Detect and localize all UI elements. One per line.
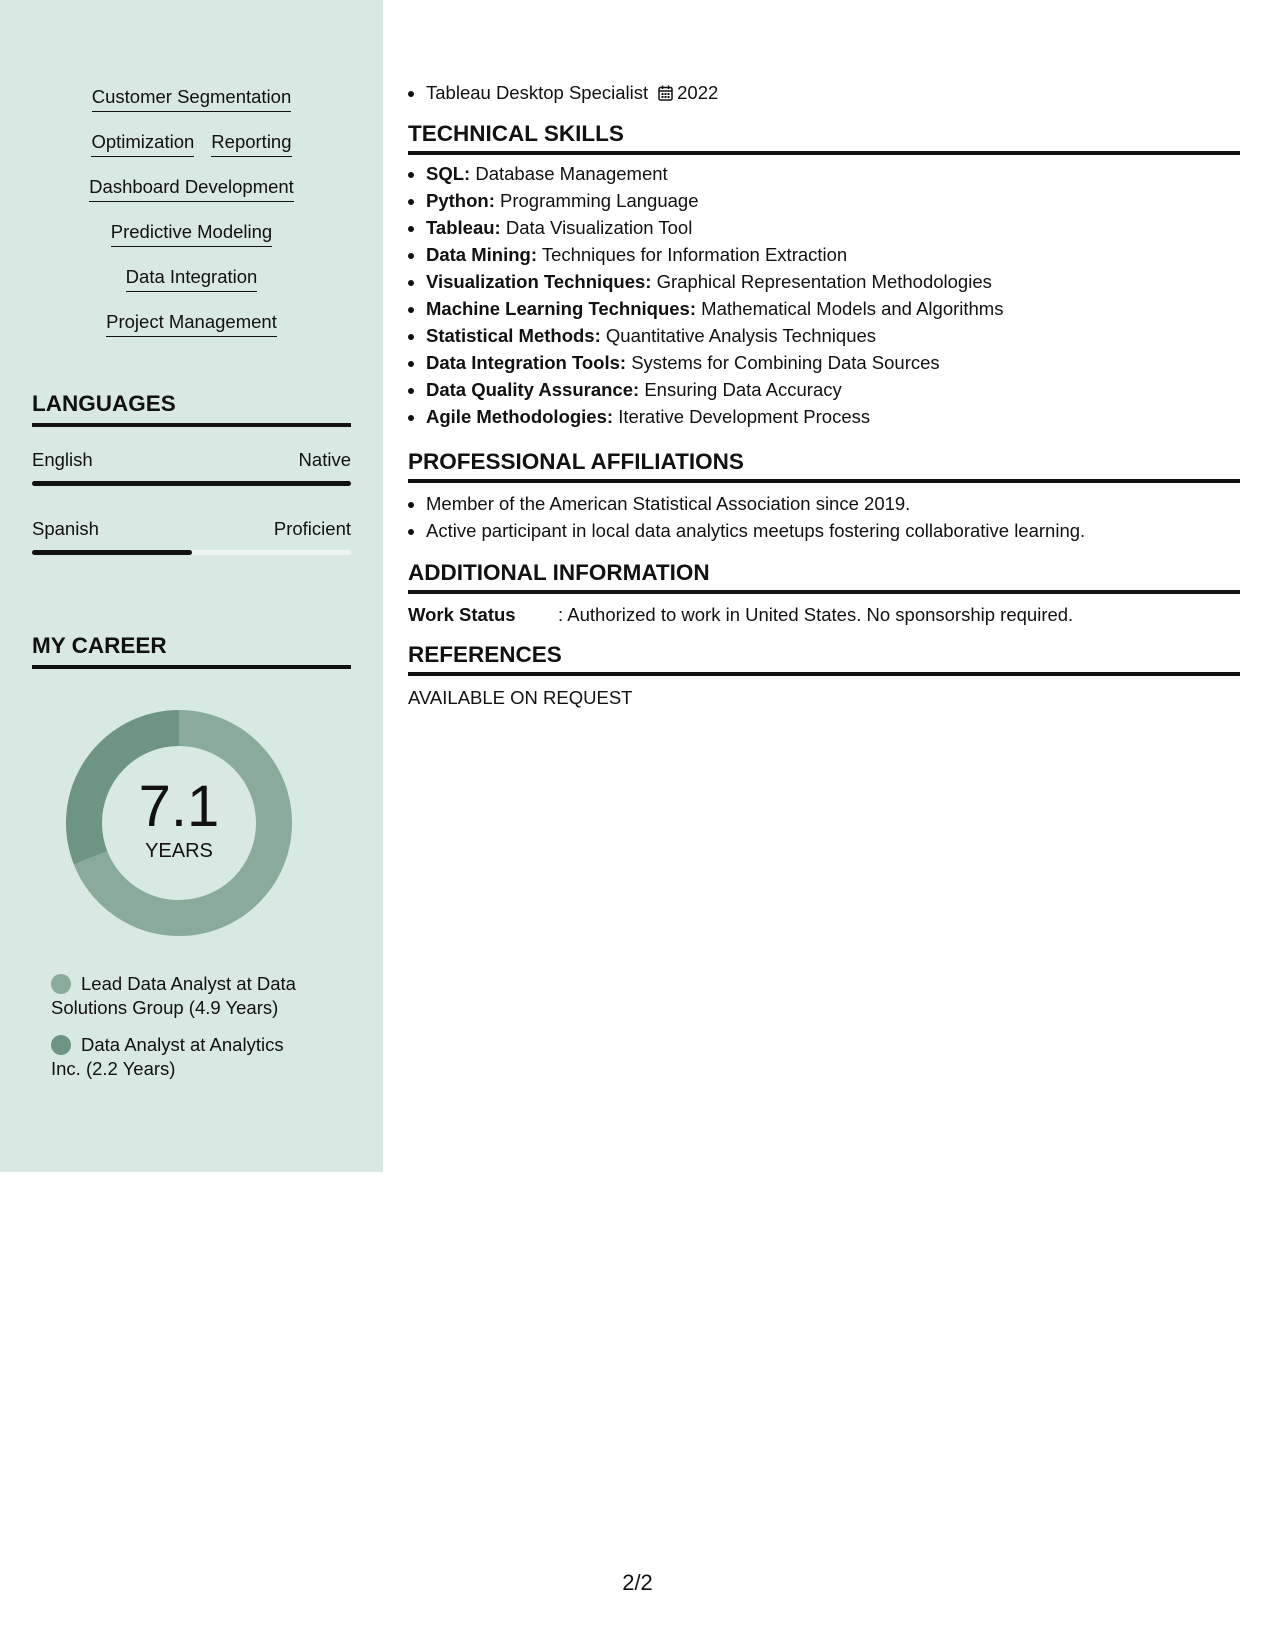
skill-name: Data Quality Assurance: <box>426 379 640 400</box>
language-item <box>32 518 351 555</box>
page-number: 2/2 <box>622 1570 653 1595</box>
references-heading: REFERENCES <box>408 641 1240 676</box>
skill-name: Python: <box>426 190 495 211</box>
skill-name: Visualization Techniques: <box>426 271 652 292</box>
languages-heading: LANGUAGES <box>32 390 351 427</box>
skill-item <box>426 403 1258 430</box>
skill-tag-row <box>32 86 351 131</box>
skill-desc: Database Management <box>475 163 668 184</box>
skill-name: SQL: <box>426 163 471 184</box>
skill-tag: Predictive Modeling <box>111 221 272 247</box>
legend-label: Lead Data Analyst at Data Solutions Group (4.9 Years) <box>51 973 296 1018</box>
skill-item <box>426 322 1258 349</box>
work-status-label: Work Status <box>408 604 516 625</box>
skill-tag: Data Integration <box>126 266 258 292</box>
skill-desc: Data Visualization Tool <box>505 217 693 238</box>
work-status-value: : Authorized to work in United States. No sponsorship required. <box>558 604 1074 625</box>
skill-tag: Project Management <box>106 311 277 337</box>
legend-dot <box>51 974 71 994</box>
skill-desc: Systems for Combining Data Sources <box>631 352 940 373</box>
skill-name: Tableau: <box>426 217 501 238</box>
skill-item <box>426 187 1258 214</box>
skill-item <box>426 160 1258 187</box>
skill-desc: Techniques for Information Extraction <box>541 244 848 265</box>
certification-item <box>426 79 718 106</box>
legend-item <box>51 1033 311 1081</box>
additional-info-heading: ADDITIONAL INFORMATION <box>408 559 1240 594</box>
technical-skills-list <box>408 160 1258 430</box>
skill-tag-row <box>32 221 351 266</box>
skill-item <box>426 241 1258 268</box>
legend-item <box>51 972 311 1020</box>
language-name: Spanish <box>32 518 99 539</box>
technical-skills-heading: TECHNICAL SKILLS <box>408 120 1240 155</box>
skill-desc: Graphical Representation Methodologies <box>656 271 992 292</box>
skill-tag: Customer Segmentation <box>92 86 292 112</box>
skill-name: Data Integration Tools: <box>426 352 627 373</box>
certification-list <box>408 79 718 106</box>
skill-tag-row <box>32 266 351 311</box>
skill-desc: Programming Language <box>500 190 699 211</box>
skill-tag: Optimization <box>91 131 194 157</box>
career-donut <box>66 710 292 936</box>
proficiency-fill <box>32 481 351 486</box>
affiliation-item: • Member of the American Statistical Association since 2019. <box>426 490 1258 517</box>
skill-desc: Iterative Development Process <box>618 406 871 427</box>
language-item <box>32 449 351 486</box>
skill-item <box>426 349 1258 376</box>
certification-name: Tableau Desktop Specialist <box>426 82 649 103</box>
certification-year: 2022 <box>677 82 719 103</box>
work-status <box>408 603 1240 627</box>
calendar-icon <box>658 81 673 97</box>
skill-tag: Reporting <box>211 131 291 157</box>
skill-desc: Ensuring Data Accuracy <box>644 379 842 400</box>
legend-dot <box>51 1035 71 1055</box>
references-text: AVAILABLE ON REQUEST <box>408 687 633 708</box>
language-name: English <box>32 449 93 470</box>
career-unit: YEARS <box>145 840 213 862</box>
skill-tag-row <box>32 311 351 356</box>
skill-tag-row <box>32 131 351 176</box>
skill-desc: Quantitative Analysis Techniques <box>605 325 877 346</box>
skill-item <box>426 295 1258 322</box>
skill-tag: Dashboard Development <box>89 176 294 202</box>
language-level: Proficient <box>273 518 351 539</box>
skill-name: Agile Methodologies: <box>426 406 614 427</box>
skill-name: Data Mining: <box>426 244 537 265</box>
affiliations-list <box>408 490 1258 544</box>
skill-item <box>426 214 1258 241</box>
skill-desc: Mathematical Models and Algorithms <box>701 298 1004 319</box>
sidebar <box>0 0 383 1172</box>
skill-tag-row <box>32 176 351 221</box>
proficiency-bar <box>32 481 351 486</box>
affiliation-item: • Active participant in local data analytics meetups fostering collaborative learning. <box>426 517 1258 544</box>
skill-tags <box>32 86 351 356</box>
skill-item <box>426 376 1258 403</box>
skill-name: Machine Learning Techniques: <box>426 298 697 319</box>
career-total: 7.1 <box>138 774 220 839</box>
language-level: Native <box>298 449 351 470</box>
career-legend <box>51 972 311 1094</box>
proficiency-bar <box>32 550 351 555</box>
skill-item <box>426 268 1258 295</box>
affiliations-heading: PROFESSIONAL AFFILIATIONS <box>408 448 1240 483</box>
career-heading: MY CAREER <box>32 632 351 669</box>
skill-name: Statistical Methods: <box>426 325 601 346</box>
legend-label: Data Analyst at Analytics Inc. (2.2 Years) <box>51 1034 284 1079</box>
proficiency-fill <box>32 550 192 555</box>
